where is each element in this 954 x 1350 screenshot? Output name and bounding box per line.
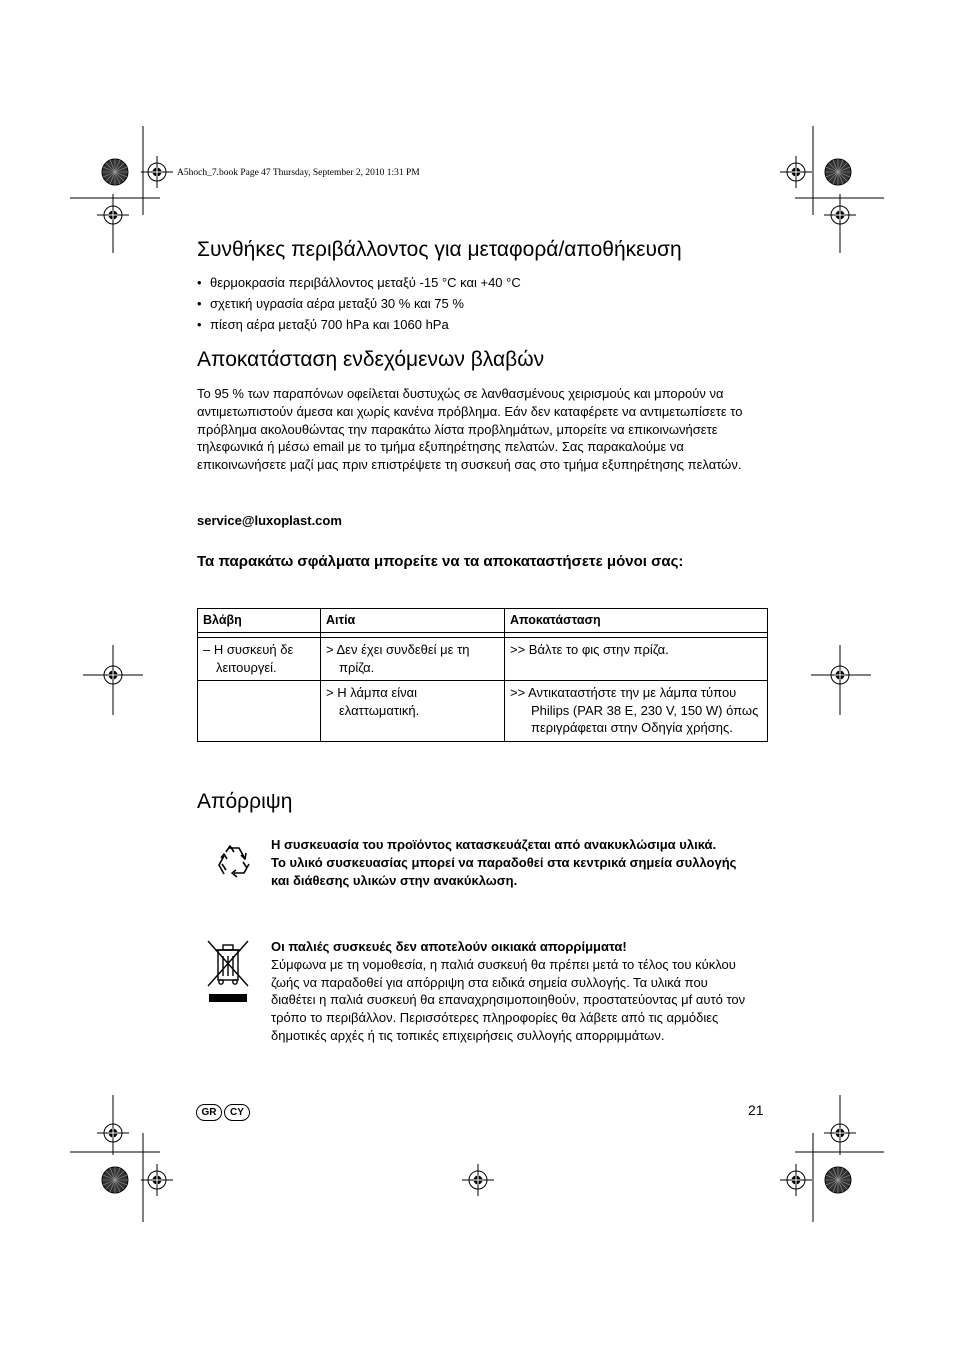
weee-text: Σύμφωνα με τη νομοθεσία, η παλιά συσκευή θα πρέπει μετά το τέλος του κύκλου ζωής να παραδοθεί για απόρριψη στα ειδικά σημεία συλλογής. Τα υλικά που διαθέτει η παλιά συσκευή θα επαναχρησιμοποιηθούν, προστατεύοντας μf αυτό τον τρόπο το περιβάλλον. Περισσότερες πληροφορίες θα λάβετε από τις αρμόδιες δημοτικές αρχές ή τις τοπικές επιχειρήσεις συλλογής απορριμμάτων. xyxy=(271,956,746,1043)
env-bullet-list xyxy=(197,275,521,338)
crossed-bin-icon xyxy=(205,938,251,1006)
packaging-text-1: Η συσκευασία του προϊόντος κατασκευάζεται από ανακυκλώσιμα υλικά. xyxy=(271,837,717,852)
column-header-remedy: Αποκατάσταση xyxy=(505,609,768,633)
remedy-cell: >> Βάλτε το φις στην πρίζα. xyxy=(510,642,669,657)
weee-note xyxy=(271,938,751,1045)
packaging-note xyxy=(271,836,751,889)
fault-table xyxy=(197,608,768,742)
weee-heading: Οι παλιές συσκευές δεν αποτελούν οικιακά απορρίμματα! xyxy=(271,939,627,954)
cause-cell: > Η λάμπα είναι ελαττωματική. xyxy=(326,685,420,718)
table-row xyxy=(198,681,768,742)
print-header: A5hoch_7.book Page 47 Thursday, September 2, 2010 1:31 PM xyxy=(177,168,420,178)
column-header-fault: Βλάβη xyxy=(198,609,321,633)
lang-badge-gr: GR xyxy=(196,1104,222,1121)
section-title-disposal: Απόρριψη xyxy=(197,790,293,813)
section-title-repair: Αποκατάσταση ενδεχόμενων βλαβών xyxy=(197,348,545,371)
self-fix-subheading: Τα παρακάτω σφάλματα μπορείτε να τα αποκαταστήσετε μόνοι σας: xyxy=(197,553,684,570)
recycle-icon xyxy=(213,842,255,884)
list-item: • θερμοκρασία περιβάλλοντος μεταξύ -15 °C και +40 °C xyxy=(197,275,521,296)
repair-paragraph: Το 95 % των παραπόνων οφείλεται δυστυχώς σε λανθασμένους χειρισμούς και μπορούν να αντιμετωπιστούν άμεσα και χωρίς κανένα πρόβλημα. Εάν δεν καταφέρετε να αντιμετωπίσετε το πρόβλημα ακολουθώντας την παρακάτω λίστα προβλημάτων, μπορείτε να επικοινωνήσετε τηλεφωνικά ή μέσω email με το τμήμα εξυπηρέτησης πελατών. Σας παρακαλούμε να επικοινωνήσετε μαζί μας πριν επιστρέψετε τη συσκευή σας στο τμήμα εξυπηρέτησης πελατών. xyxy=(197,386,743,473)
table-header-row xyxy=(198,609,768,633)
list-item: • πίεση αέρα μεταξύ 700 hPa και 1060 hPa xyxy=(197,317,521,338)
list-item: • σχετική υγρασία αέρα μεταξύ 30 % και 75 % xyxy=(197,296,521,317)
service-email: service@luxoplast.com xyxy=(197,513,342,528)
fault-cell: – Η συσκευή δε λειτουργεί. xyxy=(203,642,294,675)
column-header-cause: Αιτία xyxy=(321,609,505,633)
table-row xyxy=(198,638,768,681)
cause-cell: > Δεν έχει συνδεθεί με τη πρίζα. xyxy=(326,642,470,675)
lang-badge-cy: CY xyxy=(224,1104,250,1121)
page-number: 21 xyxy=(748,1102,764,1118)
section-title-env: Συνθήκες περιβάλλοντος για μεταφορά/αποθήκευση xyxy=(197,238,682,261)
remedy-cell: >> Αντικαταστήστε την με λάμπα τύπου Philips (PAR 38 E, 230 V, 150 W) όπως περιγράφεται στην Οδηγία χρήσης. xyxy=(510,685,759,736)
packaging-text-2: Το υλικό συσκευασίας μπορεί να παραδοθεί στα κεντρικά σημεία συλλογής και διάθεσης υλικών στην ανακύκλωση. xyxy=(271,854,737,888)
